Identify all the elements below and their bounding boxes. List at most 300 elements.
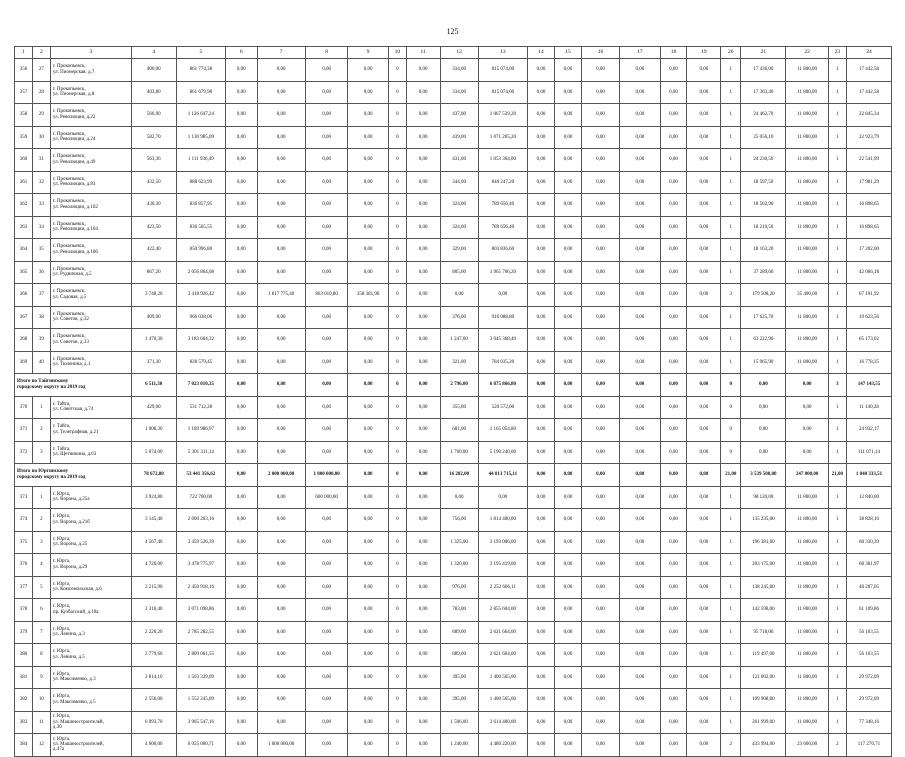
table-cell: 3 [828, 374, 846, 397]
table-cell: 0 [388, 599, 406, 622]
table-cell: 0 [388, 261, 406, 284]
table-cell: 0,00 [305, 216, 348, 239]
table-cell: 0,00 [305, 644, 348, 667]
table-cell: 11 800,00 [786, 599, 829, 622]
table-cell: 5 074,00 [131, 441, 176, 464]
table-cell: 37 289,60 [741, 261, 786, 284]
table-cell: 0,00 [348, 194, 388, 217]
table-cell: 78 672,80 [131, 464, 176, 487]
table-cell: 15 965,90 [741, 351, 786, 374]
table-cell: 36 [32, 261, 50, 284]
table-cell: 363 [15, 216, 33, 239]
table-cell: 0,00 [528, 374, 555, 397]
table-row [15, 689, 892, 712]
table-cell: 0,00 [528, 644, 555, 667]
table-row [15, 734, 892, 757]
table-cell: 0,00 [305, 689, 348, 712]
address-cell: г. Прокопьевск, ул. Пионерская, д.7 [50, 59, 131, 82]
table-cell: 119 497,00 [741, 644, 786, 667]
table-cell: 0,00 [620, 59, 660, 82]
table-cell: 0,00 [528, 689, 555, 712]
table-cell: 2 556,00 [131, 689, 176, 712]
table-cell: 0,00 [257, 81, 305, 104]
table-cell: 433 994,00 [741, 734, 786, 757]
table-cell: 17 363,40 [741, 81, 786, 104]
table-cell: 0,00 [528, 576, 555, 599]
table-cell: 828 579,45 [176, 351, 225, 374]
table-cell: 2 [32, 419, 50, 442]
table-cell: 1 [828, 621, 846, 644]
table-cell: 0,00 [226, 126, 257, 149]
table-cell: 0,00 [687, 374, 721, 397]
table-cell: 789 656,40 [478, 216, 527, 239]
table-row [15, 419, 892, 442]
table-cell: 29 972,09 [846, 666, 891, 689]
table-cell: 0,00 [620, 396, 660, 419]
table-cell: 0,00 [257, 599, 305, 622]
header-cell: 21 [741, 47, 786, 59]
table-cell: 368 [15, 329, 33, 352]
table-cell: 409,90 [131, 306, 176, 329]
table-cell: 784 035,20 [478, 351, 527, 374]
table-cell: 29 [32, 104, 50, 127]
table-cell: 0,00 [687, 644, 721, 667]
table-cell: 0 [721, 396, 741, 419]
table-cell: 0,00 [305, 239, 348, 262]
table-row [15, 306, 892, 329]
table-cell: 0,00 [581, 419, 619, 442]
table-cell: 0,00 [257, 666, 305, 689]
table-cell: 0,00 [528, 126, 555, 149]
table-cell: 0,00 [687, 306, 721, 329]
table-cell: 1 008,30 [131, 419, 176, 442]
table-cell: 1 [721, 171, 741, 194]
header-cell: 19 [687, 47, 721, 59]
table-cell: 39 [32, 329, 50, 352]
table-cell: 888 623,99 [176, 171, 225, 194]
table-cell: 16 282,00 [440, 464, 478, 487]
header-cell: 11 [406, 47, 440, 59]
table-cell: 0,00 [226, 576, 257, 599]
table-cell: 0,00 [555, 104, 582, 127]
table-cell: 344,00 [440, 171, 478, 194]
table-cell: 356 [15, 59, 33, 82]
table-cell: 0,00 [257, 396, 305, 419]
table-cell: 0,00 [555, 509, 582, 532]
header-row [15, 47, 892, 59]
table-cell: 0,00 [555, 216, 582, 239]
table-cell: 0,00 [687, 239, 721, 262]
table-cell: 1 400 565,00 [478, 666, 527, 689]
table-cell: 0,00 [660, 374, 687, 397]
table-cell: 0,00 [226, 689, 257, 712]
table-cell: 395,00 [440, 689, 478, 712]
table-cell: 17 436,00 [741, 59, 786, 82]
table-cell: 367 [15, 306, 33, 329]
table-cell: 0,00 [226, 374, 257, 397]
table-cell: 0,00 [528, 734, 555, 757]
table-cell: 22 845,34 [846, 104, 891, 127]
table-row [15, 576, 892, 599]
table-cell: 0,00 [348, 509, 388, 532]
table-cell: 1 [721, 666, 741, 689]
table-cell: 376 [15, 554, 33, 577]
address-cell: г. Юрга, ул. Максименко, д.5 [50, 689, 131, 712]
table-cell: 0,00 [348, 329, 388, 352]
table-cell: 5 [32, 576, 50, 599]
table-cell: 11 800,00 [786, 576, 829, 599]
table-cell: 0,00 [406, 261, 440, 284]
table-cell: 0,00 [620, 441, 660, 464]
table-cell: 0 [388, 81, 406, 104]
table-cell: 0,00 [620, 531, 660, 554]
table-cell: 0,00 [406, 689, 440, 712]
table-cell: 0,00 [581, 329, 619, 352]
table-cell: 5 301 311,14 [176, 441, 225, 464]
table-cell: 0,00 [620, 486, 660, 509]
table-cell: 0 [388, 531, 406, 554]
table-cell: 11 140,28 [846, 396, 891, 419]
table-cell: 0,00 [660, 486, 687, 509]
table-cell: 889,00 [440, 644, 478, 667]
table-cell: 0,00 [348, 464, 388, 487]
table-cell: 0,00 [660, 239, 687, 262]
table-cell: 531 712,28 [176, 396, 225, 419]
table-cell: 0,00 [226, 306, 257, 329]
table-cell: 0,00 [687, 531, 721, 554]
table-cell: 0,00 [687, 711, 721, 734]
table-cell: 11 800,00 [786, 554, 829, 577]
table-cell: 11 800,00 [786, 239, 829, 262]
table-cell: 10 [32, 689, 50, 712]
table-row [15, 216, 892, 239]
table-cell: 0,00 [687, 216, 721, 239]
table-cell: 9 [32, 666, 50, 689]
table-row [15, 554, 892, 577]
data-table [14, 46, 892, 757]
table-cell: 0,00 [406, 734, 440, 757]
table-cell: 32 [32, 171, 50, 194]
table-cell: 966 038,06 [176, 306, 225, 329]
table-cell: 0,00 [305, 509, 348, 532]
table-cell: 0,00 [528, 621, 555, 644]
table-cell: 6 093,70 [131, 711, 176, 734]
table-cell: 109 908,00 [741, 689, 786, 712]
table-row [15, 441, 892, 464]
table-cell: 0,00 [406, 306, 440, 329]
address-cell: г. Юрга, ул. Машиностроителей, д.30 [50, 711, 131, 734]
table-cell: 11 800,00 [786, 171, 829, 194]
table-cell: 0,00 [226, 216, 257, 239]
total-row [15, 464, 892, 487]
table-cell: 7 023 010,35 [176, 374, 225, 397]
table-cell: 0,00 [406, 554, 440, 577]
table-cell: 3 193 006,00 [478, 531, 527, 554]
table-cell: 0,00 [555, 261, 582, 284]
table-cell: 0,00 [226, 59, 257, 82]
table-cell: 18 502,90 [741, 194, 786, 217]
table-cell: 0 [388, 239, 406, 262]
table-cell: 383 [15, 711, 33, 734]
table-cell: 0,00 [257, 306, 305, 329]
table-cell: 372 [15, 441, 33, 464]
table-cell: 0,00 [555, 149, 582, 172]
table-cell: 0,00 [620, 711, 660, 734]
table-cell: 1 [828, 486, 846, 509]
table-cell: 1 [828, 329, 846, 352]
table-cell: 431,00 [440, 149, 478, 172]
table-cell: 889,00 [440, 621, 478, 644]
table-cell: 0,00 [348, 171, 388, 194]
table-cell: 0,00 [226, 644, 257, 667]
table-cell: 0,00 [226, 261, 257, 284]
table-cell: 0,00 [555, 126, 582, 149]
table-cell: 1 325,00 [440, 531, 478, 554]
table-cell: 2 796,00 [440, 374, 478, 397]
table-cell: 0,00 [305, 576, 348, 599]
header-cell: 15 [555, 47, 582, 59]
header-cell: 14 [528, 47, 555, 59]
table-cell: 27 [32, 59, 50, 82]
table-cell: 375 [15, 531, 33, 554]
table-cell: 378 [15, 599, 33, 622]
table-cell: 2 000 000,00 [257, 464, 305, 487]
address-cell: г. Прокопьевск, ул. Советов, д.33 [50, 329, 131, 352]
table-cell: 11 800,00 [786, 329, 829, 352]
table-cell: 30 [32, 126, 50, 149]
table-cell: 2 056 864,08 [176, 261, 225, 284]
table-cell: 16 778,35 [846, 351, 891, 374]
table-cell: 0,00 [305, 396, 348, 419]
header-cell: 5 [176, 47, 225, 59]
table-cell: 135 235,00 [741, 509, 786, 532]
table-cell: 0,00 [660, 216, 687, 239]
table-cell: 179 508,20 [741, 284, 786, 307]
table-cell: 1 [828, 194, 846, 217]
table-cell: 0,00 [687, 104, 721, 127]
table-cell: 0,00 [581, 599, 619, 622]
table-cell: 1 [828, 599, 846, 622]
address-cell: г. Юрга, ул. Ворона, д.21б [50, 509, 131, 532]
table-cell: 0,00 [226, 734, 257, 757]
table-cell: 0,00 [305, 126, 348, 149]
table-cell: 0,00 [528, 59, 555, 82]
table-cell: 0,00 [581, 554, 619, 577]
table-cell: 582,70 [131, 126, 176, 149]
table-cell: 0,00 [687, 599, 721, 622]
table-cell: 121 002,00 [741, 666, 786, 689]
table-row [15, 194, 892, 217]
table-cell: 0,00 [406, 486, 440, 509]
table-cell: 432,50 [131, 171, 176, 194]
table-cell: 0,00 [305, 104, 348, 127]
table-cell: 38 [32, 306, 50, 329]
table-cell: 0,00 [581, 711, 619, 734]
table-cell: 0,00 [620, 554, 660, 577]
table-cell: 0,00 [406, 329, 440, 352]
table-cell: 0 [388, 464, 406, 487]
table-cell: 0,00 [660, 396, 687, 419]
table-body [15, 59, 892, 757]
table-cell: 0,00 [581, 374, 619, 397]
table-cell: 376,00 [440, 306, 478, 329]
table-cell: 0,00 [660, 351, 687, 374]
table-cell: 0,00 [348, 666, 388, 689]
table-cell: 0,00 [687, 81, 721, 104]
table-cell: 0 [388, 441, 406, 464]
table-cell: 0,00 [660, 509, 687, 532]
table-cell: 0,00 [581, 216, 619, 239]
table-cell: 11 800,00 [786, 486, 829, 509]
table-cell: 1 [828, 261, 846, 284]
table-cell: 0,00 [348, 419, 388, 442]
table-row [15, 329, 892, 352]
table-cell: 6 875 866,80 [478, 374, 527, 397]
table-cell: 0,00 [226, 554, 257, 577]
table-cell: 98 120,00 [741, 486, 786, 509]
address-cell: г. Тайга, ул. Телеграфная, д.21 [50, 419, 131, 442]
table-cell: 0,00 [528, 216, 555, 239]
table-cell: 0,00 [257, 621, 305, 644]
table-cell: 0,00 [257, 576, 305, 599]
table-cell: 0,00 [620, 374, 660, 397]
table-cell: 815 074,00 [478, 81, 527, 104]
table-cell: 0 [388, 351, 406, 374]
table-cell: 19 623,56 [846, 306, 891, 329]
table-cell: 0,00 [305, 59, 348, 82]
table-cell: 1 [828, 306, 846, 329]
table-cell: 0 [721, 441, 741, 464]
table-cell: 0,00 [440, 486, 478, 509]
table-cell: 0,00 [660, 171, 687, 194]
table-cell: 0 [388, 419, 406, 442]
table-cell: 53 441 356,62 [176, 464, 225, 487]
table-cell: 0,00 [555, 396, 582, 419]
table-cell: 0,00 [305, 441, 348, 464]
table-cell: 0 [388, 59, 406, 82]
table-cell: 0 [388, 396, 406, 419]
table-cell: 3 [32, 531, 50, 554]
table-cell: 0,00 [620, 599, 660, 622]
table-cell: 38 828,16 [846, 509, 891, 532]
table-cell: 377 [15, 576, 33, 599]
table-cell: 2 855 604,00 [478, 599, 527, 622]
table-cell: 24 932,17 [846, 419, 891, 442]
table-cell: 0,00 [528, 419, 555, 442]
table-cell: 12 840,00 [846, 486, 891, 509]
table-cell: 836 857,95 [176, 194, 225, 217]
table-cell: 722 760,00 [176, 486, 225, 509]
table-cell: 28 [32, 81, 50, 104]
table-cell: 0,00 [620, 689, 660, 712]
table-cell: 0,00 [660, 329, 687, 352]
table-cell: 0 [388, 149, 406, 172]
table-cell: 403,80 [131, 81, 176, 104]
table-cell: 11 800,00 [786, 689, 829, 712]
table-cell: 1 [828, 59, 846, 82]
table-cell: 0,00 [620, 194, 660, 217]
table-cell: 0,00 [660, 104, 687, 127]
table-cell: 0,00 [620, 171, 660, 194]
table-cell: 2 252 666,11 [478, 576, 527, 599]
table-cell: 0,00 [555, 644, 582, 667]
address-cell: г. Прокопьевск, ул. Рудничная, д.5 [50, 261, 131, 284]
table-cell: 0,00 [660, 531, 687, 554]
table-cell: 44 813 715,11 [478, 464, 527, 487]
table-cell: 0,00 [687, 621, 721, 644]
table-cell: 0,00 [528, 599, 555, 622]
table-cell: 18 210,50 [741, 216, 786, 239]
table-cell: 1 [32, 396, 50, 419]
table-cell: 836 565,55 [176, 216, 225, 239]
table-cell: 0,00 [348, 621, 388, 644]
table-cell: 0,00 [581, 644, 619, 667]
table-cell: 334,00 [440, 81, 478, 104]
table-cell: 35 [32, 239, 50, 262]
table-cell: 0,00 [555, 59, 582, 82]
table-cell: 0,00 [226, 194, 257, 217]
table-cell: 0,00 [581, 81, 619, 104]
table-cell: 6 511,30 [131, 374, 176, 397]
table-cell: 0,00 [305, 351, 348, 374]
table-cell: 0,00 [528, 81, 555, 104]
table-cell: 67 191,92 [846, 284, 891, 307]
table-cell: 0,00 [620, 621, 660, 644]
table-cell: 138 245,00 [741, 576, 786, 599]
table-cell: 803 836,60 [478, 239, 527, 262]
table-cell: 361 [15, 171, 33, 194]
table-cell: 1 [721, 711, 741, 734]
table-cell: 374 [15, 509, 33, 532]
table-cell: 324,00 [440, 216, 478, 239]
table-cell: 0 [721, 419, 741, 442]
table-cell: 0,00 [687, 486, 721, 509]
table-cell: 0,00 [660, 644, 687, 667]
table-cell: 0,00 [528, 666, 555, 689]
table-cell: 867,20 [131, 261, 176, 284]
table-cell: 1 [828, 171, 846, 194]
table-cell: 11 800,00 [786, 711, 829, 734]
table-cell: 0,00 [555, 666, 582, 689]
table-cell: 0,00 [406, 509, 440, 532]
table-cell: 0,00 [741, 374, 786, 397]
table-cell: 2 809 061,55 [176, 644, 225, 667]
table-cell: 430,30 [131, 194, 176, 217]
table-cell: 0,00 [786, 374, 829, 397]
table-cell: 0,00 [786, 396, 829, 419]
table-cell: 0,00 [348, 531, 388, 554]
table-cell: 0,00 [348, 149, 388, 172]
table-row [15, 284, 892, 307]
table-cell: 0,00 [581, 441, 619, 464]
table-cell: 0,00 [257, 329, 305, 352]
table-cell: 11 800,00 [786, 666, 829, 689]
table-cell: 0,00 [226, 711, 257, 734]
table-cell: 0,00 [660, 284, 687, 307]
table-cell: 21,00 [828, 464, 846, 487]
table-cell: 3 071 098,86 [176, 599, 225, 622]
table-cell: 0,00 [348, 734, 388, 757]
table-cell: 0,00 [226, 509, 257, 532]
address-cell: г. Прокопьевск, ул. Революции, д.22 [50, 104, 131, 127]
table-cell: 11 800,00 [786, 351, 829, 374]
table-cell: 1 [828, 126, 846, 149]
table-cell: 329,00 [440, 239, 478, 262]
table-cell: 1 [721, 104, 741, 127]
table-cell: 4 606,00 [131, 734, 176, 757]
table-cell: 0,00 [555, 531, 582, 554]
table-cell: 0,00 [406, 711, 440, 734]
